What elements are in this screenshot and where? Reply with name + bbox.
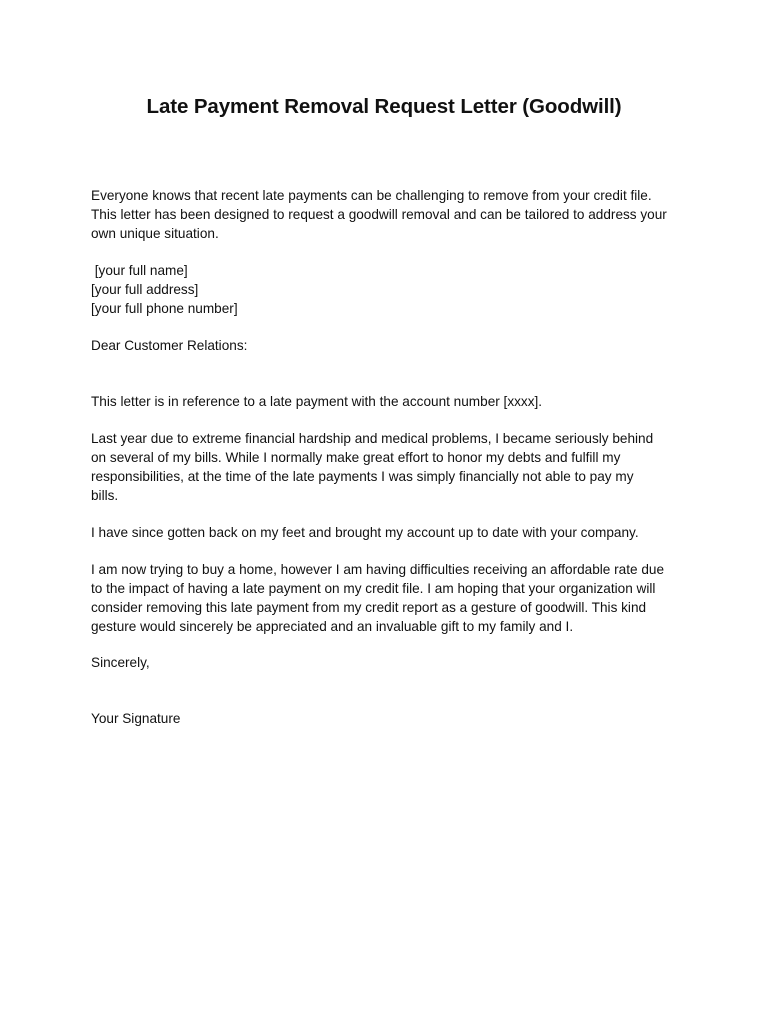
request-line: to the impact of having a late payment on my credit file. I am hoping that your organization will [91,581,656,596]
request-paragraph [91,560,691,636]
hardship-line: responsibilities, at the time of the late payments I was simply financially not able to pay my [91,469,634,484]
salutation-text: Dear Customer Relations: [91,338,248,353]
reference-paragraph [91,392,691,411]
intro-line: This letter has been designed to request a goodwill removal and can be tailored to address your [91,207,667,222]
salutation [91,336,691,355]
intro-paragraph [91,186,691,243]
closing [91,653,691,672]
sender-address: [your full address] [91,282,199,297]
document-title: Late Payment Removal Request Letter (Goodwill) [146,95,622,118]
request-line: consider removing this late payment from my credit report as a gesture of goodwill. This kind [91,600,647,615]
hardship-line: bills. [91,488,119,503]
hardship-line: on several of my bills. While I normally make great effort to honor my debts and fulfill my [91,450,621,465]
intro-line: own unique situation. [91,226,219,241]
hardship-paragraph [91,429,691,505]
hardship-line: Last year due to extreme financial hardship and medical problems, I became seriously behind [91,431,654,446]
signature-text: Your Signature [91,711,181,726]
recovery-paragraph [91,523,691,542]
intro-line: Everyone knows that recent late payments can be challenging to remove from your credit file. [91,188,652,203]
request-line: gesture would sincerely be appreciated and an invaluable gift to my family and I. [91,619,574,634]
sender-block [91,261,691,318]
recovery-text: I have since gotten back on my feet and brought my account up to date with your company. [91,525,639,540]
signature [91,709,691,728]
sender-name: [your full name] [91,263,188,278]
closing-text: Sincerely, [91,655,150,670]
sender-phone: [your full phone number] [91,301,238,316]
request-line: I am now trying to buy a home, however I am having difficulties receiving an affordable rate due [91,562,665,577]
reference-text: This letter is in reference to a late payment with the account number [xxxx]. [91,394,543,409]
